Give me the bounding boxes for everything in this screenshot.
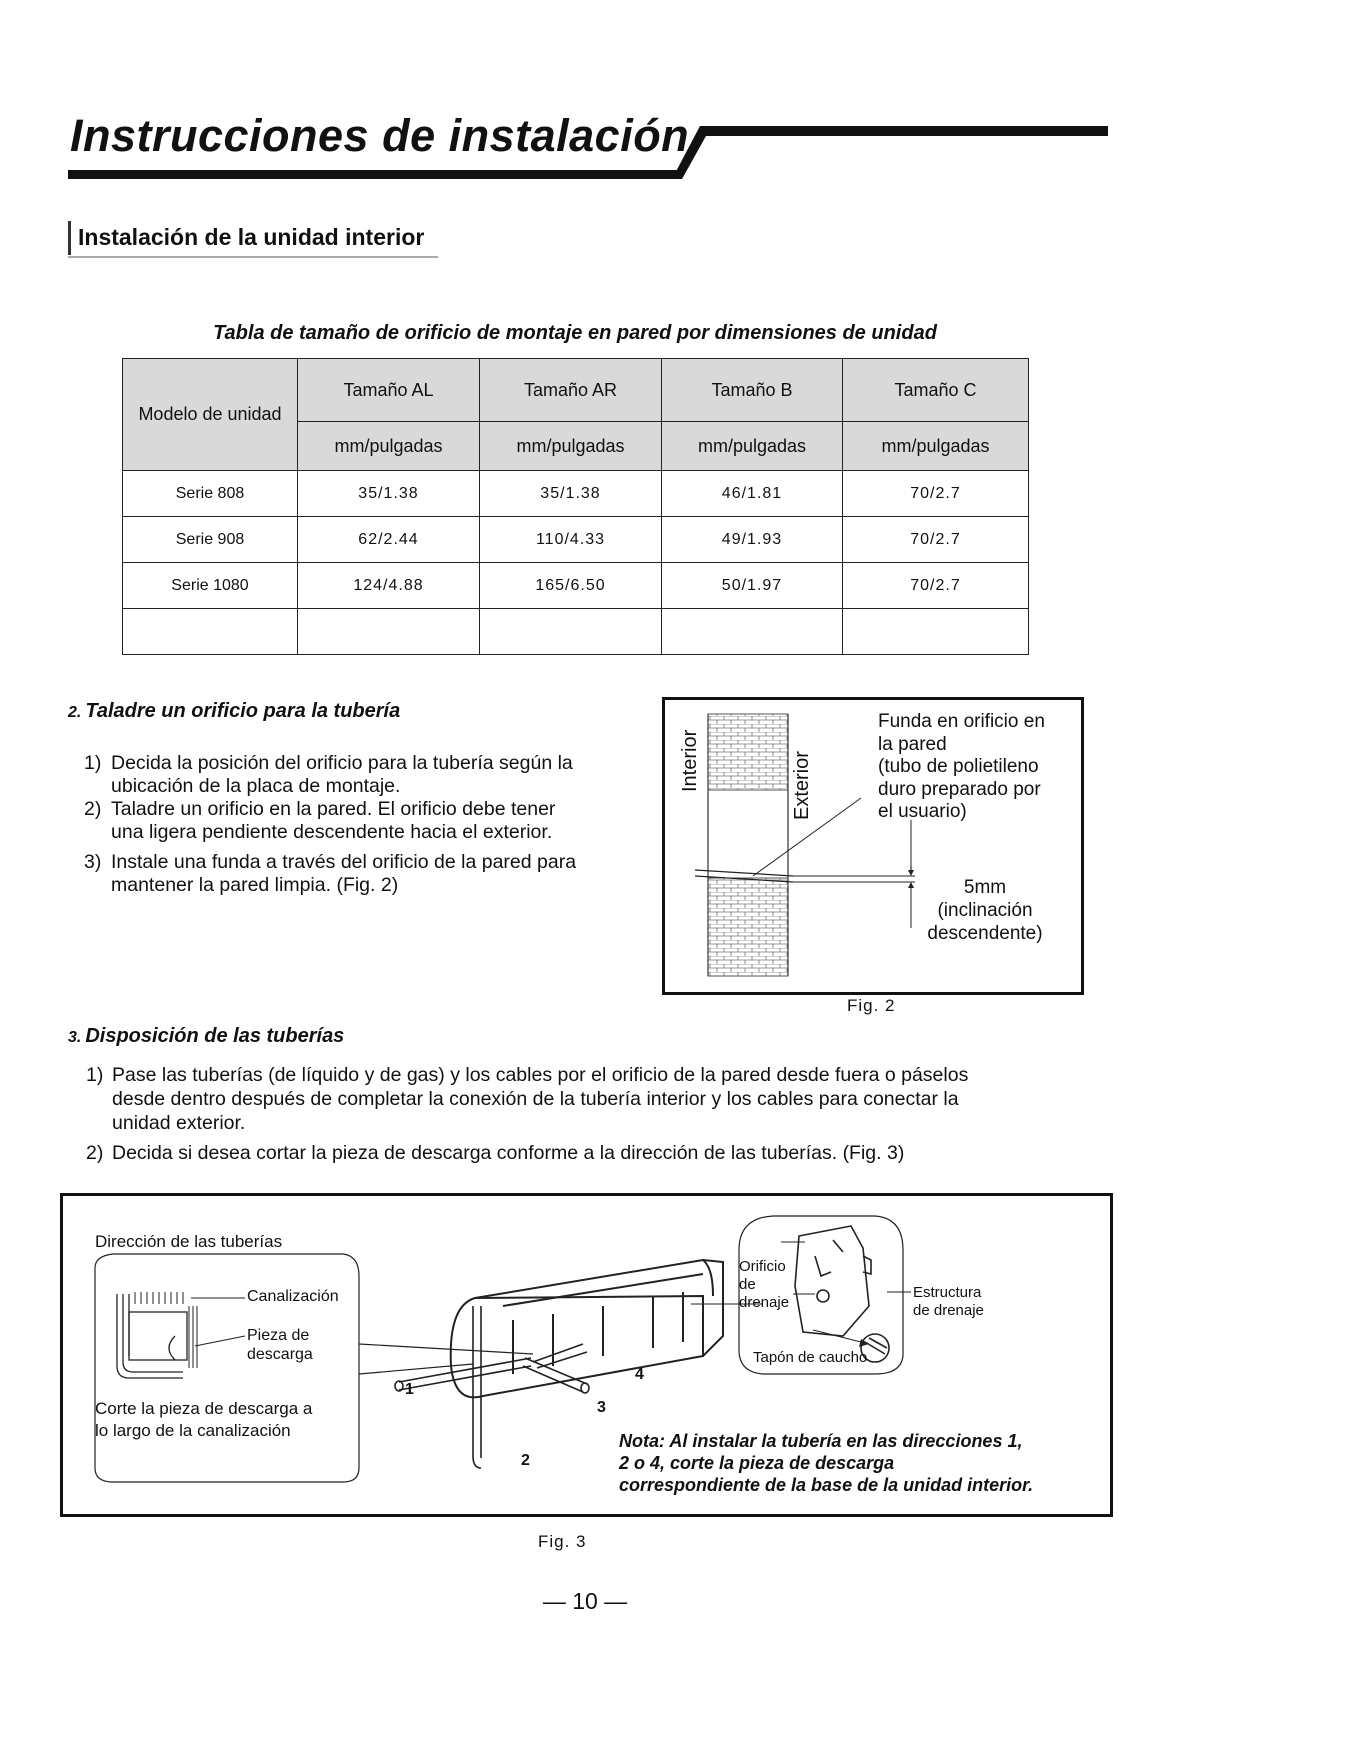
list-text: Pase las tuberías (de líquido y de gas) y los cables por el orificio de la pared desde fuera o páselos <box>112 1064 969 1086</box>
value-cell: 35/1.38 <box>480 471 662 517</box>
dimensions-table <box>122 358 1029 655</box>
page-number: — 10 — <box>542 1588 628 1614</box>
table-caption: Tabla de tamaño de orificio de montaje en pared por dimensiones de unidad <box>213 322 937 344</box>
direction-3-label: 3 <box>597 1399 606 1416</box>
page-title: Instrucciones de instalación <box>70 110 690 161</box>
value-cell: 165/6.50 <box>480 563 662 609</box>
discharge-piece-label: Pieza de descarga <box>247 1327 313 1363</box>
figure-3 <box>60 1193 1113 1517</box>
value-cell: 70/2.7 <box>843 471 1029 517</box>
title-rule <box>0 0 1361 200</box>
value-cell: 62/2.44 <box>298 517 480 563</box>
figure-2 <box>662 697 1084 995</box>
direction-4-label: 4 <box>635 1366 644 1383</box>
step-3-heading: 3. Disposición de las tuberías <box>68 1025 345 1047</box>
interior-label: Interior <box>679 729 701 792</box>
list-text: una ligera pendiente descendente hacia el exterior. <box>111 821 553 843</box>
cut-instruction-label: Corte la pieza de descarga a lo largo de la canalización <box>95 1399 313 1440</box>
model-cell: Serie 908 <box>123 517 298 563</box>
list-number: 2) <box>84 798 102 820</box>
value-cell: 49/1.93 <box>662 517 843 563</box>
step-2-heading: 2. Taladre un orificio para la tubería <box>68 700 401 722</box>
list-text: mantener la pared limpia. (Fig. 2) <box>111 874 399 896</box>
fig-3-caption: Fig. 3 <box>538 1532 587 1551</box>
col-header-al: Tamaño AL <box>298 359 480 422</box>
table-row <box>123 517 1029 563</box>
table-row-empty <box>123 609 1029 655</box>
section-title: Instalación de la unidad interior <box>78 224 425 250</box>
drain-structure-label: Estructura de drenaje <box>913 1284 984 1319</box>
list-number: 1) <box>86 1064 104 1086</box>
list-text: Decida si desea cortar la pieza de descarga conforme a la dirección de las tuberías. (Fig. 3) <box>112 1142 905 1164</box>
value-cell: 70/2.7 <box>843 517 1029 563</box>
unit-header: mm/pulgadas <box>480 422 662 471</box>
col-header-b: Tamaño B <box>662 359 843 422</box>
table-row <box>123 563 1029 609</box>
section-underline <box>68 256 438 258</box>
unit-header: mm/pulgadas <box>298 422 480 471</box>
list-text: ubicación de la placa de montaje. <box>111 775 401 797</box>
model-header: Modelo de unidad <box>123 359 298 471</box>
note-text: Nota: Al instalar la tubería en las direcciones 1, 2 o 4, corte la pieza de descarga correspondiente de la base de la unidad interior. <box>619 1431 1034 1495</box>
unit-header: mm/pulgadas <box>662 422 843 471</box>
value-cell: 50/1.97 <box>662 563 843 609</box>
sleeve-label: Funda en orificio en la pared (tubo de polietileno duro preparado por el usuario) <box>878 711 1045 822</box>
list-number: 2) <box>86 1142 104 1164</box>
list-number: 3) <box>84 851 102 873</box>
fig-2-caption: Fig. 2 <box>847 996 896 1015</box>
pipe-direction-title: Dirección de las tuberías <box>95 1232 283 1251</box>
value-cell: 110/4.33 <box>480 517 662 563</box>
value-cell: 124/4.88 <box>298 563 480 609</box>
channel-label: Canalización <box>247 1288 339 1305</box>
list-text: Decida la posición del orificio para la tubería según la <box>111 752 573 774</box>
col-header-c: Tamaño C <box>843 359 1029 422</box>
model-cell: Serie 1080 <box>123 563 298 609</box>
value-cell: 46/1.81 <box>662 471 843 517</box>
table-row <box>123 471 1029 517</box>
list-text: desde dentro después de completar la conexión de la tubería interior y los cables para conectar la <box>112 1088 959 1110</box>
direction-1-label: 1 <box>405 1381 414 1398</box>
value-cell: 70/2.7 <box>843 563 1029 609</box>
list-number: 1) <box>84 752 102 774</box>
slope-label: 5mm (inclinación descendente) <box>927 877 1043 944</box>
list-text: Taladre un orificio en la pared. El orificio debe tener <box>111 798 556 820</box>
exterior-label: Exterior <box>791 751 813 820</box>
list-text: Instale una funda a través del orificio de la pared para <box>111 851 577 873</box>
unit-header: mm/pulgadas <box>843 422 1029 471</box>
value-cell: 35/1.38 <box>298 471 480 517</box>
list-text: unidad exterior. <box>112 1112 246 1134</box>
direction-2-label: 2 <box>521 1452 530 1469</box>
col-header-ar: Tamaño AR <box>480 359 662 422</box>
model-cell: Serie 808 <box>123 471 298 517</box>
rubber-plug-label: Tapón de caucho <box>753 1349 868 1366</box>
drain-hole-label: Orificio de drenaje <box>739 1258 790 1311</box>
